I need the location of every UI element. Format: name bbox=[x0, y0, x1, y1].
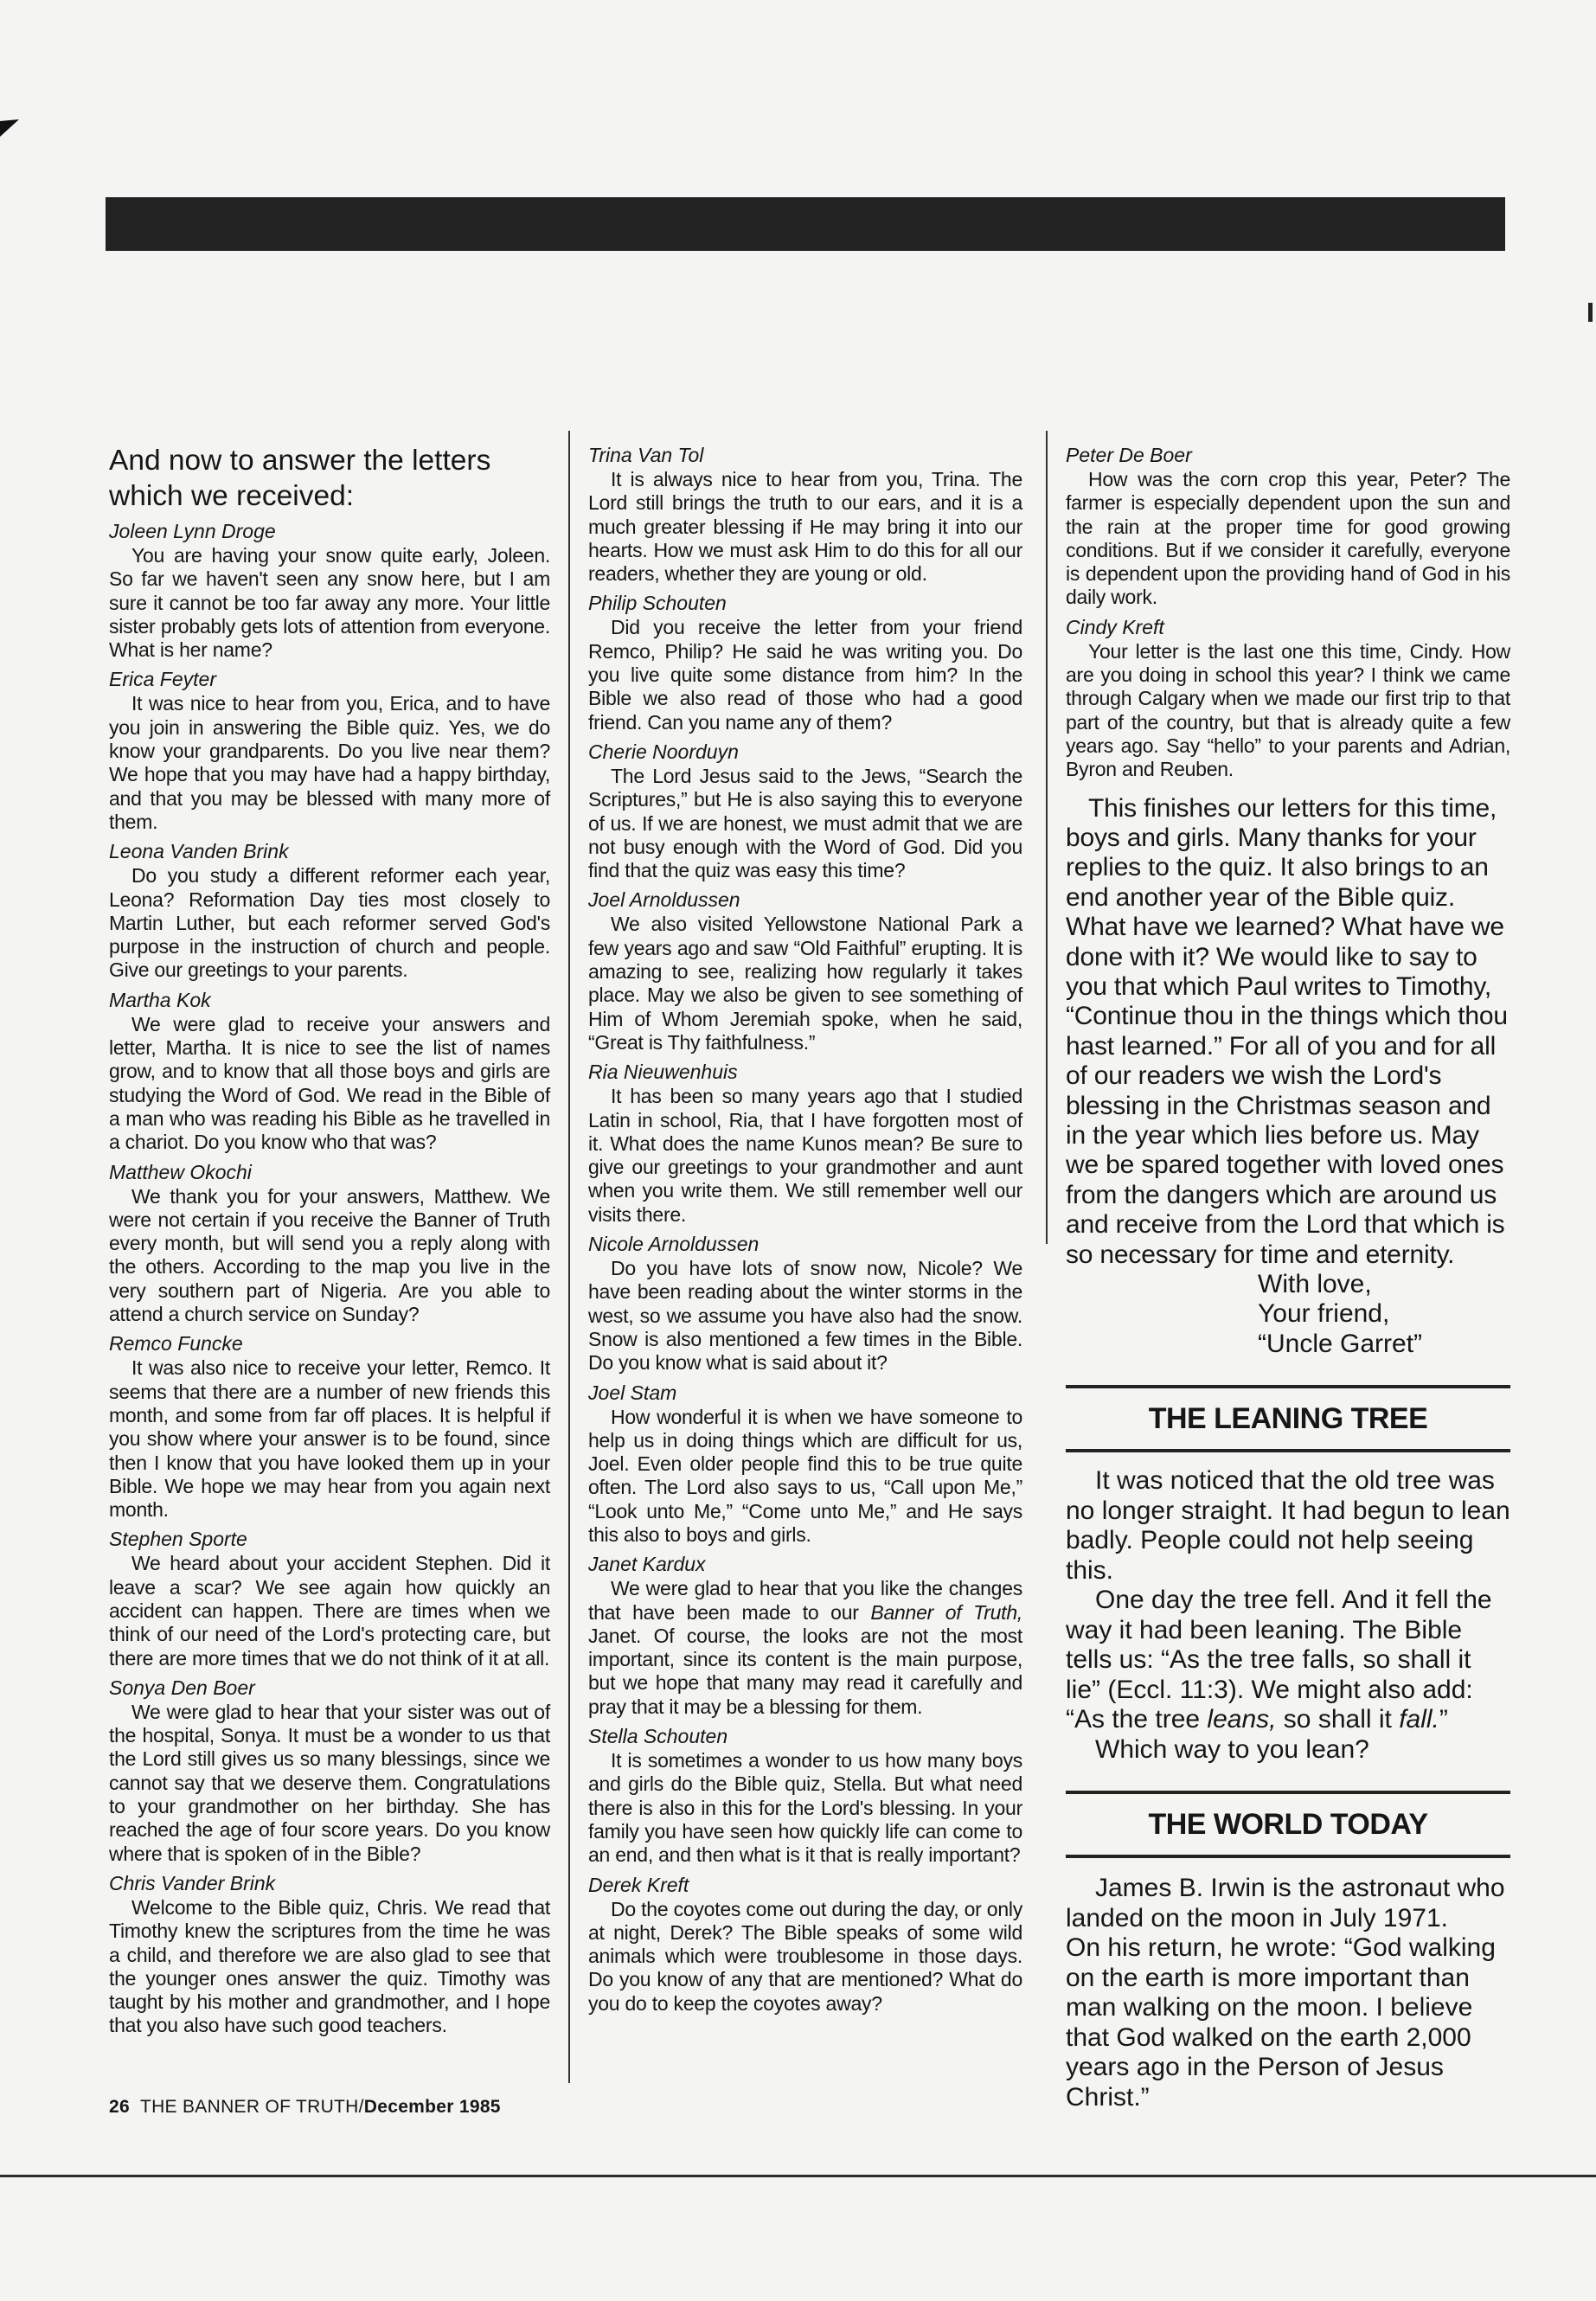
letter-list bbox=[588, 1724, 1022, 2016]
letter-body: Do you have lots of snow now, Nicole? We have been reading about the winter storms in the west, so we assume you have also had the snow. Snow is also mentioned a few times in the Bible. Do you know what is said about it? bbox=[588, 1257, 1022, 1375]
letter-item bbox=[588, 591, 1022, 734]
letter-item bbox=[109, 1160, 550, 1327]
letter-name: Cherie Noorduyn bbox=[588, 740, 739, 763]
letter-item bbox=[109, 839, 550, 982]
column-rule bbox=[568, 431, 570, 2083]
letter-item bbox=[1066, 443, 1510, 610]
letter-list bbox=[1066, 443, 1510, 782]
letter-body: We thank you for your answers, Matthew. We were not certain if you receive the Banner of Truth every month, but will send you a reply along with the others. According to the map you live in the very southern part of Nigeria. Are you able to attend a church service on Sunday? bbox=[109, 1184, 550, 1326]
letter-name: Chris Vander Brink bbox=[109, 1871, 276, 1894]
section-title: THE LEANING TREE bbox=[1148, 1402, 1428, 1436]
page-number: 26 bbox=[109, 2097, 130, 2117]
letter-item bbox=[109, 1527, 550, 1670]
world-today-section bbox=[1066, 1791, 1510, 2112]
letter-item bbox=[588, 1060, 1022, 1227]
signoff-line: “Uncle Garret” bbox=[1258, 1329, 1423, 1358]
letter-name: Remco Funcke bbox=[109, 1332, 243, 1356]
column-rule bbox=[1046, 431, 1048, 1244]
signoff-line: With love, bbox=[1258, 1270, 1372, 1299]
header-bar bbox=[106, 197, 1505, 251]
letter-item bbox=[109, 1871, 550, 2038]
letter-body: The Lord Jesus said to the Jews, “Search the Scriptures,” but He is also saying this to everyone of us. If we are honest, we must admit that we are not busy enough with the Word of God. Did you find that the quiz was easy this time? bbox=[588, 764, 1022, 882]
letter-body: It has been so many years ago that I studied Latin in school, Ria, that I have forgotten most of it. What does the name Kunos mean? Be sure to give our greetings to your grandmother and aunt when you write them. We still remember well our visits there. bbox=[588, 1085, 1022, 1226]
letter-name: Joleen Lynn Droge bbox=[109, 520, 276, 542]
letter-body: Did you receive the letter from your friend Remco, Philip? He said he was writing you. Do you live quite some distance from him? In the Bible we also read of those who had a good friend. Can you name any of them? bbox=[588, 616, 1022, 734]
letter-name: Peter De Boer bbox=[1066, 444, 1192, 466]
letter-list bbox=[109, 519, 550, 2038]
letter-name: Erica Feyter bbox=[109, 668, 216, 691]
letter-item bbox=[588, 1381, 1022, 1548]
letter-name: Janet Kardux bbox=[588, 1553, 706, 1576]
letter-name: Cindy Kreft bbox=[1066, 615, 1164, 638]
section-rule bbox=[1066, 1791, 1510, 1794]
column-2 bbox=[588, 443, 1022, 2021]
signoff-line: Your friend, bbox=[1258, 1299, 1390, 1329]
section-rule bbox=[1066, 1385, 1510, 1388]
leaning-tree-section bbox=[1066, 1385, 1510, 1765]
section-paragraph: It was noticed that the old tree was no longer straight. It had begun to lean badly. People could not help seeing this. bbox=[1066, 1466, 1510, 1585]
closing-paragraph: This finishes our letters for this time, boys and girls. Many thanks for your replies to the quiz. It also brings to an end another year of the Bible quiz. What have we learned? What have we done with it? We would like to say to you that which Paul writes to Timothy, “Continue thou in the things which thou hast learned.” For all of you and for all of our readers we wish the Lord's blessing in the Christmas season and in the year which lies before us. May we be spared together with loved ones from the dangers which are around us and receive from the Lord that which is so necessary for time and eternity. bbox=[1066, 793, 1508, 1269]
letter-name: Trina Van Tol bbox=[588, 444, 704, 466]
letter-name: Stella Schouten bbox=[588, 1725, 728, 1748]
letter-item bbox=[588, 1724, 1022, 1867]
letter-item bbox=[1066, 615, 1510, 782]
letter-name: Derek Kreft bbox=[588, 1873, 689, 1896]
letter-name: Nicole Arnoldussen bbox=[588, 1233, 760, 1256]
letter-body: How was the corn crop this year, Peter? The farmer is especially dependent upon the sun and the rain at the proper time for good growing conditions. But if we consider it carefully, everyone is dependent upon the providing hand of God in his daily work. bbox=[1066, 468, 1510, 609]
letter-item bbox=[109, 667, 550, 834]
letter-body: Do the coyotes come out during the day, or only at night, Derek? The Bible speaks of some wild animals which were troublesome in those days. Do you know of any that are mentioned? What do you do to keep the coyotes away? bbox=[588, 1897, 1022, 2015]
letter-body: It is sometimes a wonder to us how many boys and girls do the Bible quiz, Stella. But what need there is also in this for the Lord's blessing. In your family you have seen how quickly life can come to an end, and then what is it that is really important? bbox=[588, 1749, 1022, 1867]
section-paragraph: Which way to you lean? bbox=[1095, 1734, 1369, 1764]
letter-item bbox=[109, 988, 550, 1155]
column-3 bbox=[1066, 443, 1510, 2112]
letter-item bbox=[588, 740, 1022, 882]
issue-date: December 1985 bbox=[363, 2097, 501, 2117]
letter-body: It is always nice to hear from you, Trina. The Lord still brings the truth to our ears, and it is a much greater blessing if He may bring it into our hearts. How we must ask Him to do this for all our readers, whether they are young or old. bbox=[588, 468, 1022, 586]
letter-name: Leona Vanden Brink bbox=[109, 840, 289, 863]
letter-name: Sonya Den Boer bbox=[109, 1676, 255, 1699]
letter-item bbox=[109, 519, 550, 662]
page-footer bbox=[109, 2097, 501, 2118]
lead-heading: And now to answer the letters which we received: bbox=[109, 445, 491, 512]
letter-body: We heard about your accident Stephen. Did it leave a scar? We see again how quickly an accident can happen. There are times when we think of our need of the Lord's protecting care, but there are more times that we do not think of it at all. bbox=[109, 1552, 550, 1670]
section-paragraph: On his return, he wrote: “God walking on the earth is more important than man walking on the moon. I believe that God walked on the earth 2,000 years ago in the Person of Jesus Christ.” bbox=[1066, 1933, 1496, 2112]
section-title: THE WORLD TODAY bbox=[1148, 1808, 1428, 1842]
section-rule bbox=[1066, 1449, 1510, 1452]
section-paragraph: One day the tree fell. And it fell the way it had been leaning. The Bible tells us: “As the tree falls, so shall it lie” (Eccl. 11:3). We might also add: “As the tree leans, so shall it fall.” bbox=[1066, 1586, 1492, 1734]
letter-body: It was also nice to receive your letter, Remco. It seems that there are a number of new friends this month, and some from far off places. It is helpful if you show where your answer is to be found, since then I know that you have looked them up in your Bible. We hope we may hear from you again next month. bbox=[109, 1356, 550, 1522]
letter-name: Philip Schouten bbox=[588, 592, 727, 615]
edge-mark bbox=[1588, 303, 1593, 322]
letter-item bbox=[588, 1552, 1022, 1719]
letter-name: Ria Nieuwenhuis bbox=[588, 1061, 738, 1084]
letter-body: You are having your snow quite early, Joleen. So far we haven't seen any snow here, but I am sure it cannot be too far away any more. Your little sister probably gets lots of attention from everyone. What is her name? bbox=[109, 544, 550, 662]
letter-item bbox=[588, 443, 1022, 586]
letter-body: We also visited Yellowstone National Park a few years ago and saw “Old Faithful” erupting. It is amazing to see, realizing how regularly it takes place. May we also be given to see something of Him of Whom Jeremiah spoke, when he said, “Great is Thy faithfulness.” bbox=[588, 913, 1022, 1054]
letter-body: We were glad to receive your answers and letter, Martha. It is nice to see the list of names grow, and to know that all those boys and girls are studying the Word of God. We read in the Bible of a man who was reading his Bible as he travelled in a chariot. Do you know who that was? bbox=[109, 1012, 550, 1154]
letter-item bbox=[588, 1232, 1022, 1375]
letter-body: Your letter is the last one this time, Cindy. How are you doing in school this year? I think we came through Calgary when we made our first trip to that part of the country, but that is already quite a few years ago. Say “hello” to your parents and Adrian, Byron and Reuben. bbox=[1066, 639, 1510, 781]
letter-body: It was nice to hear from you, Erica, and to have you join in answering the Bible quiz. Yes, we do know your grandparents. Do you live near them? We hope that you may have had a happy birthday, and that you may be blessed with many more of them. bbox=[109, 692, 550, 833]
letter-item bbox=[109, 1331, 550, 1522]
section-paragraph: James B. Irwin is the astronaut who landed on the moon in July 1971. bbox=[1066, 1874, 1505, 1932]
corner-crop-mark-icon bbox=[0, 119, 19, 138]
column-1 bbox=[109, 443, 550, 2043]
letter-body: We were glad to hear that you like the changes that have been made to our Banner of Truth, Janet. Of course, the looks are not the most important, since its content is the main purpose, but we hope that many may read it carefully and pray that it may be a blessing for them. bbox=[588, 1577, 1023, 1718]
letter-body: How wonderful it is when we have someone to help us in doing things which are difficult for us, Joel. Even older people find this to be true quite often. The Lord also says to us, “Call upon Me,” “Look unto Me,” “Come unto Me,” and He says this also to boys and girls. bbox=[588, 1405, 1022, 1546]
letter-list bbox=[588, 443, 1022, 1547]
letter-name: Joel Arnoldussen bbox=[588, 888, 740, 912]
letter-body: We were glad to hear that your sister was out of the hospital, Sonya. It must be a wonder to us that the Lord still gives us so many blessings, since we cannot say that we deserve them. Congratulations to your grandmother on her birthday. She has reached the age of four score years. Do you know where that is spoken of in the Bible? bbox=[109, 1700, 550, 1865]
letter-body: Do you study a different reformer each year, Leona? Reformation Day ties most closely to Martin Luther, but each reformer served God's purpose in the instruction of church and people. Give our greetings to your parents. bbox=[109, 864, 550, 982]
letter-name: Joel Stam bbox=[588, 1381, 677, 1404]
bottom-rule bbox=[0, 2175, 1596, 2177]
letter-name: Matthew Okochi bbox=[109, 1160, 252, 1183]
letter-name: Martha Kok bbox=[109, 988, 211, 1011]
letter-item bbox=[109, 1676, 550, 1866]
letter-item bbox=[588, 888, 1022, 1054]
letter-item bbox=[588, 1873, 1022, 2016]
section-rule bbox=[1066, 1855, 1510, 1858]
letter-body: Welcome to the Bible quiz, Chris. We read that Timothy knew the scriptures from the time he was a child, and therefore we are also glad to see that the younger ones answer the quiz. Timothy was taught by his mother and grandmother, and I hope that you also have such good teachers. bbox=[109, 1895, 550, 2037]
letter-name: Stephen Sporte bbox=[109, 1528, 247, 1551]
publication-name: THE BANNER OF TRUTH/ bbox=[139, 2097, 364, 2117]
